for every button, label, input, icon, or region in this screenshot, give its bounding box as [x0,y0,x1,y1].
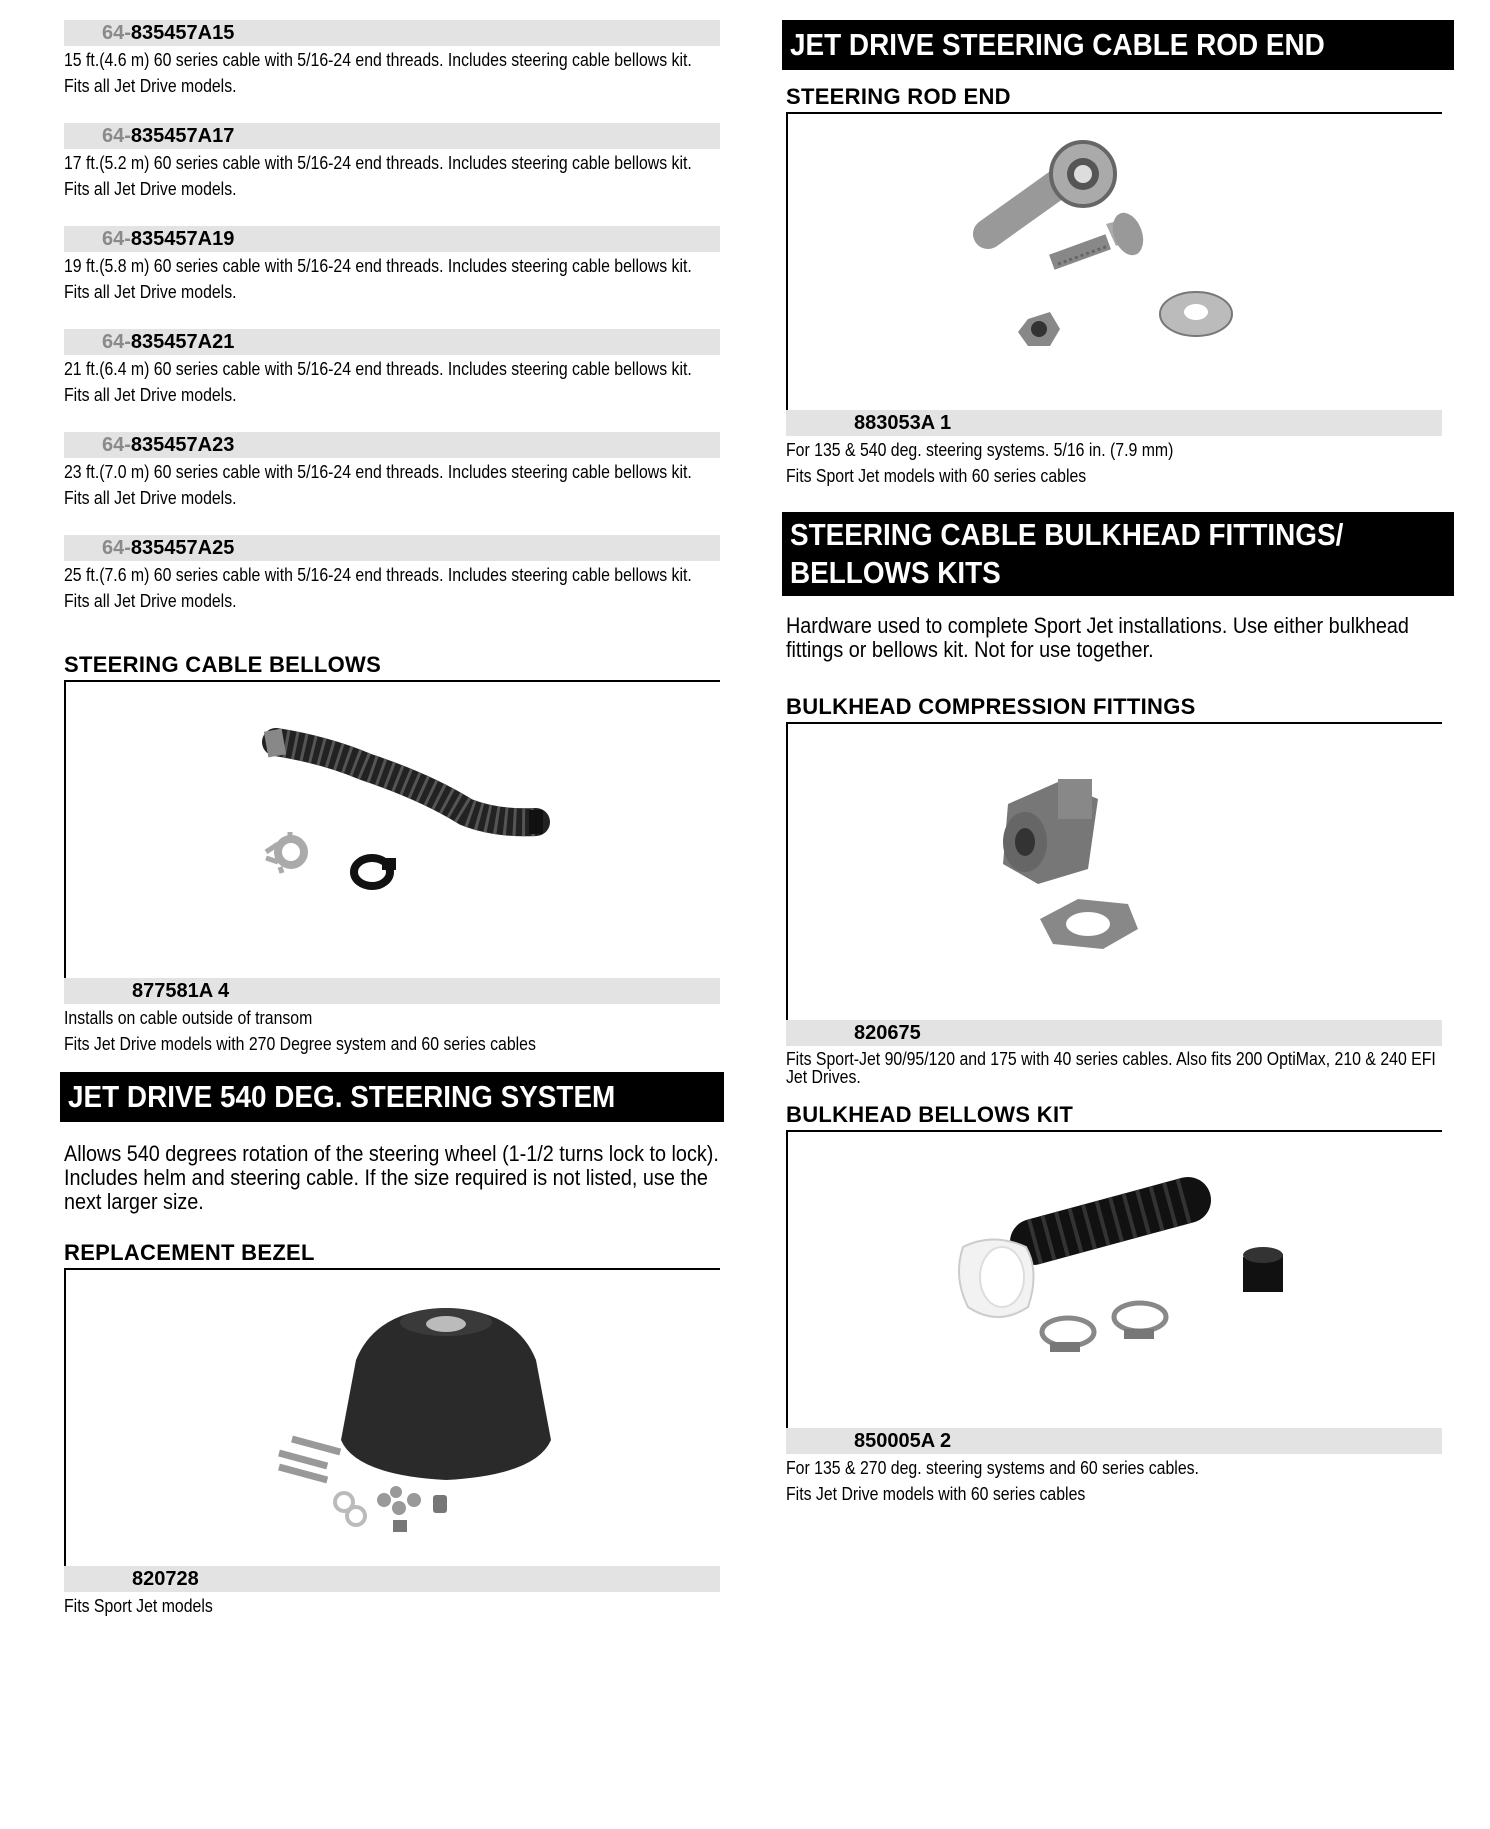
note-line: Installs on cable outside of transom [64,1008,313,1028]
part-number-bar [64,432,720,458]
rod-end-section [782,20,1454,70]
part-prefix: 64- [102,537,131,559]
part-number-bar: 850005A 2 [786,1428,1442,1454]
bellows-kit-image [788,1132,1442,1428]
note-line: For 135 & 270 deg. steering systems and 60 series cables. [786,1458,1199,1478]
part-number-bar: 883053A 1 [786,410,1442,436]
fits-text: Fits all Jet Drive models. [64,179,237,199]
part-number-bar [64,226,720,252]
part-number-bar [64,535,720,561]
section-paragraph: Allows 540 degrees rotation of the steering wheel (1-1/2 turns lock to lock). Includes helm and steering cable. If the size required is not listed, use the next larger size. [64,1141,719,1214]
section-heading: REPLACEMENT BEZEL [64,1240,720,1270]
cable-description: 15 ft.(4.6 m) 60 series cable with 5/16-24 end threads. Includes steering cable bellows kit. [64,50,692,70]
section-title: JET DRIVE 540 DEG. STEERING SYSTEM [68,1079,616,1114]
cable-description: 25 ft.(7.6 m) 60 series cable with 5/16-24 end threads. Includes steering cable bellows kit. [64,565,692,585]
fits-text: Fits all Jet Drive models. [64,488,237,508]
section-heading: BULKHEAD COMPRESSION FITTINGS [786,694,1442,724]
bellows-section [64,652,720,1058]
product-image-frame [786,1132,1442,1428]
product-image-frame [786,114,1442,410]
compression-fitting-image [788,724,1442,1020]
bellows-image [66,682,720,978]
cable-entry [64,20,720,123]
product-image-frame [64,682,720,978]
cable-entry [64,329,720,432]
cable-description: 23 ft.(7.0 m) 60 series cable with 5/16-24 end threads. Includes steering cable bellows kit. [64,462,692,482]
cable-entry [64,432,720,535]
section-title-band [60,1072,724,1122]
section-heading: BULKHEAD BELLOWS KIT [786,1102,1442,1132]
section-title-band [782,512,1454,596]
note-line: For 135 & 540 deg. steering systems. 5/16 in. (7.9 mm) [786,440,1174,460]
section-paragraph: Hardware used to complete Sport Jet installations. Use either bulkhead fittings or bellows kit. Not for use together. [786,613,1409,662]
cable-list [64,20,720,638]
bezel-section [64,1240,720,1620]
part-number-bar [64,329,720,355]
fits-text: Fits Sport Jet models with 60 series cables [786,466,1087,486]
part-prefix: 64- [102,228,131,250]
bezel-image [66,1270,720,1566]
fits-text: Fits all Jet Drive models. [64,385,237,405]
rod-end-image [788,114,1442,410]
system-540-section [60,1072,724,1214]
bulkhead-section [782,512,1454,662]
product-image-frame [786,724,1442,1020]
fits-text: Fits all Jet Drive models. [64,282,237,302]
part-number-bar [64,20,720,46]
rod-end-item [786,84,1442,490]
bellows-kit-item [786,1102,1442,1508]
part-number-bar: 820728 [64,1566,720,1592]
cable-description: 17 ft.(5.2 m) 60 series cable with 5/16-24 end threads. Includes steering cable bellows kit. [64,153,692,173]
part-number: 835457A19 [130,228,235,250]
part-number-bar: 877581A 4 [64,978,720,1004]
section-heading: STEERING CABLE BELLOWS [64,652,720,682]
cable-description: 21 ft.(6.4 m) 60 series cable with 5/16-24 end threads. Includes steering cable bellows kit. [64,359,692,379]
part-prefix: 64- [102,331,131,353]
section-heading: STEERING ROD END [786,84,1442,114]
cable-entry [64,535,720,638]
cable-entry [64,226,720,329]
section-title-line-2: BELLOWS KITS [790,555,1001,590]
fits-text: Fits Sport-Jet 90/95/120 and 175 with 40 series cables. Also fits 200 OptiMax, 210 & 240 EFI Jet Drives. [786,1049,1436,1087]
part-number: 835457A25 [130,537,235,559]
fits-text: Fits all Jet Drive models. [64,76,237,96]
part-number: 835457A15 [130,22,235,44]
part-number: 835457A23 [130,434,235,456]
fits-text: Fits Jet Drive models with 270 Degree system and 60 series cables [64,1034,536,1054]
part-prefix: 64- [102,125,131,147]
section-title-band [782,20,1454,70]
compression-fittings-item [786,694,1442,1090]
fits-text: Fits all Jet Drive models. [64,591,237,611]
part-number-bar [64,123,720,149]
part-number: 835457A17 [130,125,235,147]
cable-entry [64,123,720,226]
fits-text: Fits Sport Jet models [64,1596,213,1616]
product-image-frame [64,1270,720,1566]
section-title-line-1: STEERING CABLE BULKHEAD FITTINGS/ [790,517,1344,552]
cable-description: 19 ft.(5.8 m) 60 series cable with 5/16-24 end threads. Includes steering cable bellows kit. [64,256,692,276]
part-number-bar: 820675 [786,1020,1442,1046]
part-number: 835457A21 [130,331,235,353]
part-prefix: 64- [102,22,131,44]
section-title: JET DRIVE STEERING CABLE ROD END [790,27,1325,62]
part-prefix: 64- [102,434,131,456]
fits-text: Fits Jet Drive models with 60 series cables [786,1484,1086,1504]
